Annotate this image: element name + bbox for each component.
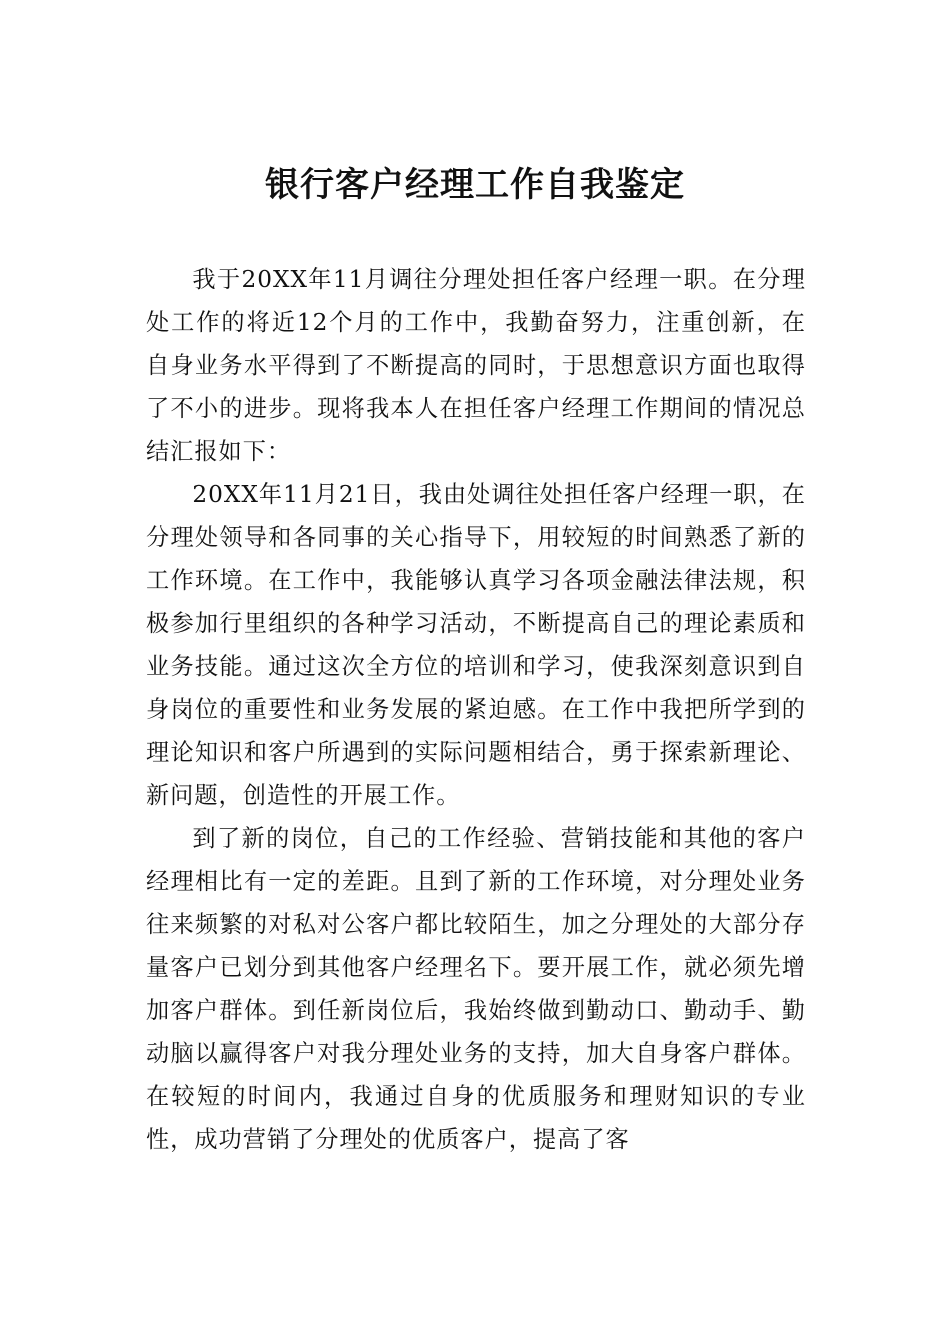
paragraph-2: 20XX年11月21日，我由处调往处担任客户经理一职，在分理处领导和各同事的关心指导下，用较短的时间熟悉了新的工作环境。在工作中，我能够认真学习各项金融法律法规，积极参加行里组织的各种学习活动，不断提高自己的理论素质和业务技能。通过这次全方位的培训和学习，使我深刻意识到自身岗位的重要性和业务发展的紧迫感。在工作中我把所学到的理论知识和客户所遇到的实际问题相结合，勇于探索新理论、新问题，创造性的开展工作。 [146,481,806,809]
paragraph-1: 我于20XX年11月调往分理处担任客户经理一职。在分理处工作的将近12个月的工作中，我勤奋努力，注重创新，在自身业务水平得到了不断提高的同时，于思想意识方面也取得了不小的进步。现将我本人在担任客户经理工作期间的情况总结汇报如下： [146,266,806,465]
paragraph-3: 到了新的岗位，自己的工作经验、营销技能和其他的客户经理相比有一定的差距。且到了新的工作环境，对分理处业务往来频繁的对私对公客户都比较陌生，加之分理处的大部分存量客户已划分到其他客户经理名下。要开展工作，就必须先增加客户群体。到任新岗位后，我始终做到勤动口、勤动手、勤动脑以赢得客户对我分理处业务的支持，加大自身客户群体。在较短的时间内，我通过自身的优质服务和理财知识的专业性，成功营销了分理处的优质客户，提高了客 [146,825,806,1153]
document-title: 银行客户经理工作自我鉴定 [265,165,685,205]
document-body [146,258,806,1161]
